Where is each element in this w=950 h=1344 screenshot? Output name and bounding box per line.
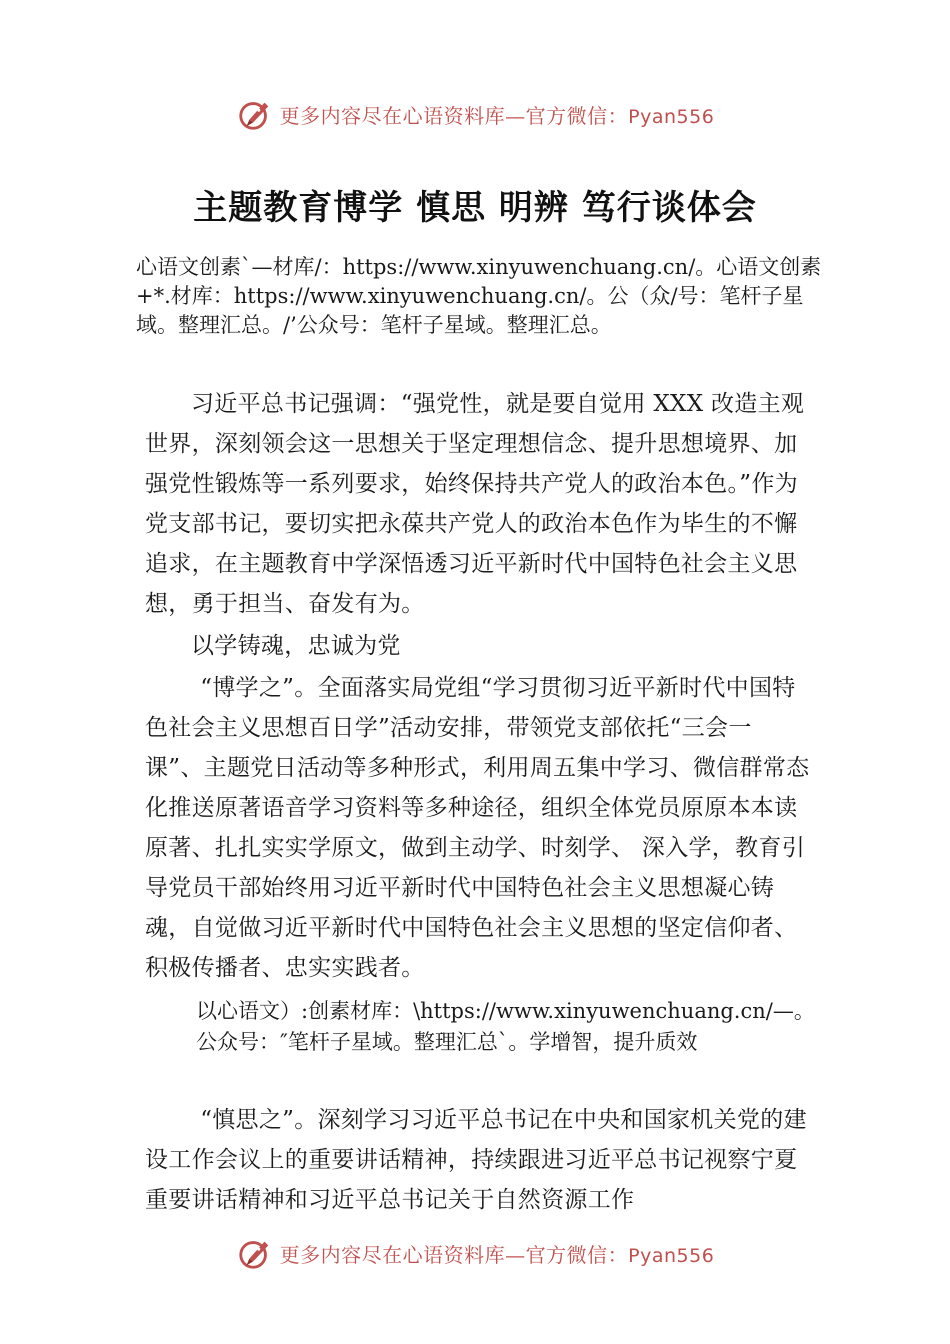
bottom-banner [0, 1231, 950, 1275]
section-heading-2: 以心语文）:创素材库：\https://www.xinyuwenchuang.cn/—。公众号：″笔杆子星域。整理汇总`。学增智，提升质效 [196, 999, 815, 1054]
document-title: 主题教育博学 慎思 明辨 笃行谈体会 [193, 188, 757, 228]
pen-nib-logo-icon [236, 95, 274, 133]
paragraph-3: “慎思之”。深刻学习习近平总书记在中央和国家机关党的建设工作会议上的重要讲话精神，持续跟进习近平总书记视察宁夏重要讲话精神和习近平总书记关于自然资源工作 [145, 1107, 807, 1213]
top-banner [0, 92, 950, 136]
paragraph-1: 习近平总书记强调：“强党性，就是要自觉用 XXX 改造主观世界，深刻领会这一思想关于坚定理想信念、提升思想境界、加强党性锻炼等一系列要求，始终保持共产党人的政治本色。”作为党支部书记，要切实把永葆共产党人的政治本色作为毕生的不懈追求，在主题教育中学深悟透习近平新时代中国特色社会主义思想，勇于担当、奋发有为。 [145, 391, 805, 617]
banner-text: 更多内容尽在心语资料库—官方微信：Pyan556 [279, 1242, 715, 1267]
intro-text: 心语文创素`—材库/：https://www.xinyuwenchuang.cn/。心语文创素+*.材库：https://www.xinyuwenchuang.cn/。公（众/号：笔杆子星域。整理汇总。/’公众号：笔杆子星域。整理汇总。 [136, 255, 822, 337]
paragraph-2: “博学之”。全面落实局党组“学习贯彻习近平新时代中国特色社会主义思想百日学”活动安排，带领党支部依托“三会一课”、主题党日活动等多种形式，利用周五集中学习、微信群常态化推送原著语音学习资料等多种途径，组织全体党员原原本本读原著、扎扎实实学原文，做到主动学、时刻学、 深入学，教育引导党员干部始终用习近平新时代中国特色社会主义思想凝心铸魂，自觉做习近平新时代中国特色社会主义思想的坚定信仰者、积极传播者、忠实实践者。 [145, 675, 810, 981]
section-heading-1: 以学铸魂，忠诚为党 [191, 633, 401, 659]
pen-nib-logo-icon [236, 1234, 274, 1272]
banner-wechat-id: Pyan556 [628, 105, 715, 128]
banner-text: 更多内容尽在心语资料库—官方微信：Pyan556 [279, 103, 715, 128]
banner-wechat-id: Pyan556 [628, 1244, 715, 1267]
